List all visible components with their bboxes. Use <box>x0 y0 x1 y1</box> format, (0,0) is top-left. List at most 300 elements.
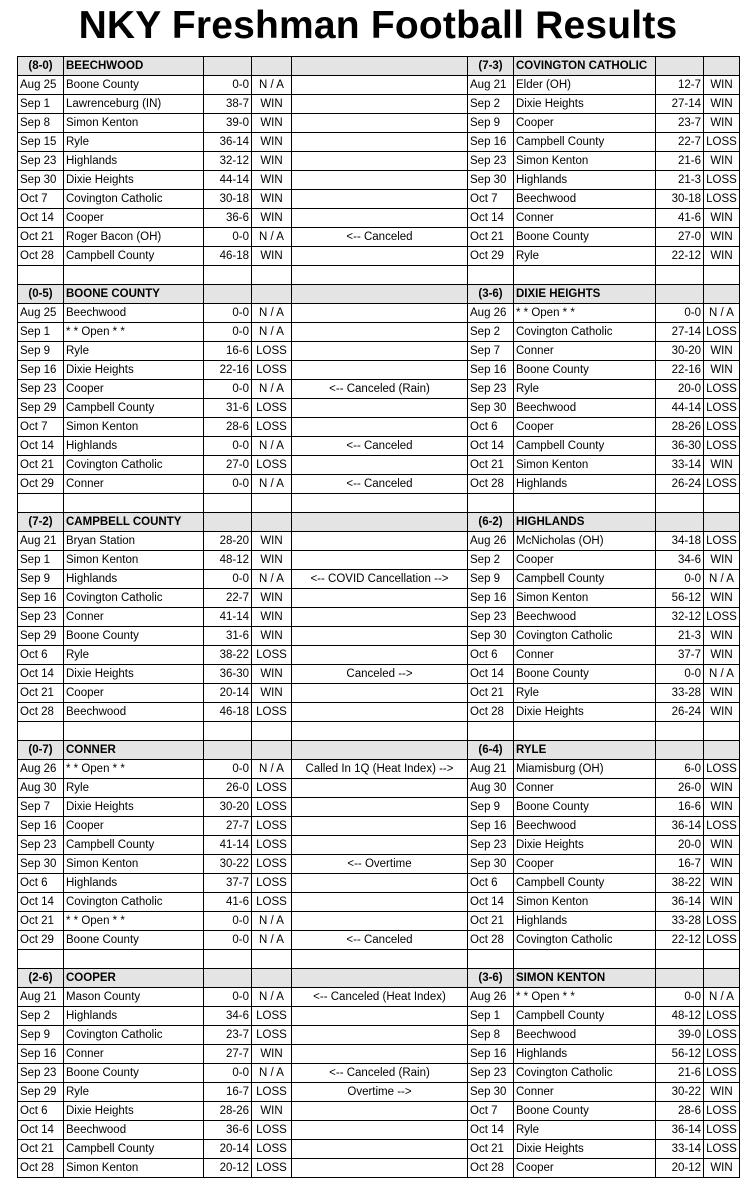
spacer-cell <box>514 494 656 513</box>
game-score: 0-0 <box>204 931 252 950</box>
game-score: 0-0 <box>656 570 704 589</box>
game-result: WIN <box>704 798 740 817</box>
header-blank <box>204 969 252 988</box>
game-note <box>292 1121 468 1140</box>
spacer-cell <box>704 266 740 285</box>
game-score: 20-12 <box>656 1159 704 1178</box>
game-result: WIN <box>252 209 292 228</box>
team-name: BEECHWOOD <box>64 57 204 76</box>
game-opponent: Conner <box>64 1045 204 1064</box>
game-opponent: Covington Catholic <box>64 893 204 912</box>
spacer-cell <box>204 722 252 741</box>
game-note <box>292 418 468 437</box>
game-date: Oct 14 <box>468 893 514 912</box>
game-score: 27-14 <box>656 323 704 342</box>
game-score: 28-26 <box>656 418 704 437</box>
game-date: Aug 21 <box>18 532 64 551</box>
game-date: Aug 30 <box>468 779 514 798</box>
game-opponent: Conner <box>514 342 656 361</box>
game-score: 21-3 <box>656 627 704 646</box>
game-result: WIN <box>704 684 740 703</box>
game-row <box>18 1083 740 1102</box>
game-result: N / A <box>252 931 292 950</box>
game-result: WIN <box>704 1083 740 1102</box>
game-result: LOSS <box>704 817 740 836</box>
game-result: WIN <box>252 152 292 171</box>
team-record: (0-5) <box>18 285 64 304</box>
game-row <box>18 152 740 171</box>
team-record: (8-0) <box>18 57 64 76</box>
results-table <box>17 56 740 1178</box>
game-row <box>18 399 740 418</box>
game-score: 26-24 <box>656 475 704 494</box>
game-row <box>18 570 740 589</box>
game-score: 20-0 <box>656 836 704 855</box>
game-result: LOSS <box>252 1026 292 1045</box>
game-score: 22-7 <box>204 589 252 608</box>
spacer-cell <box>18 950 64 969</box>
game-row <box>18 1140 740 1159</box>
game-date: Aug 21 <box>468 76 514 95</box>
game-date: Sep 30 <box>468 855 514 874</box>
game-score: 30-20 <box>656 342 704 361</box>
game-date: Sep 7 <box>18 798 64 817</box>
game-score: 20-14 <box>204 684 252 703</box>
game-note <box>292 1140 468 1159</box>
game-opponent: Ryle <box>514 380 656 399</box>
game-note: Called In 1Q (Heat Index) --> <box>292 760 468 779</box>
game-opponent: Conner <box>514 1083 656 1102</box>
game-result: N / A <box>252 912 292 931</box>
results-body <box>18 57 740 1178</box>
game-opponent: Boone County <box>514 798 656 817</box>
game-date: Aug 26 <box>468 532 514 551</box>
header-blank <box>704 513 740 532</box>
game-result: WIN <box>704 152 740 171</box>
game-result: WIN <box>704 589 740 608</box>
game-opponent: Dixie Heights <box>64 171 204 190</box>
game-note <box>292 779 468 798</box>
game-note <box>292 1026 468 1045</box>
game-opponent: Highlands <box>514 475 656 494</box>
game-row <box>18 779 740 798</box>
game-note: <-- Canceled <box>292 228 468 247</box>
game-row <box>18 171 740 190</box>
game-score: 37-7 <box>204 874 252 893</box>
game-row <box>18 1102 740 1121</box>
team-name: CONNER <box>64 741 204 760</box>
game-result: WIN <box>704 361 740 380</box>
team-name: BOONE COUNTY <box>64 285 204 304</box>
team-record: (6-4) <box>468 741 514 760</box>
spacer-cell <box>18 266 64 285</box>
game-result: LOSS <box>704 760 740 779</box>
game-result: LOSS <box>704 532 740 551</box>
team-record: (3-6) <box>468 285 514 304</box>
game-score: 30-18 <box>656 190 704 209</box>
game-result: N / A <box>704 304 740 323</box>
game-opponent: Highlands <box>64 874 204 893</box>
game-score: 30-22 <box>204 855 252 874</box>
game-date: Sep 16 <box>18 817 64 836</box>
game-opponent: Cooper <box>514 1159 656 1178</box>
game-date: Sep 8 <box>468 1026 514 1045</box>
game-opponent: Highlands <box>64 437 204 456</box>
game-date: Oct 7 <box>18 190 64 209</box>
game-score: 0-0 <box>204 475 252 494</box>
game-note: <-- COVID Cancellation --> <box>292 570 468 589</box>
game-score: 44-14 <box>204 171 252 190</box>
spacer-cell <box>292 950 468 969</box>
game-opponent: Cooper <box>514 418 656 437</box>
game-result: N / A <box>252 437 292 456</box>
game-score: 33-28 <box>656 684 704 703</box>
header-blank <box>252 969 292 988</box>
header-blank <box>656 513 704 532</box>
game-row <box>18 304 740 323</box>
game-score: 20-0 <box>656 380 704 399</box>
game-opponent: Ryle <box>514 684 656 703</box>
game-result: LOSS <box>252 361 292 380</box>
game-result: LOSS <box>252 1140 292 1159</box>
game-score: 0-0 <box>204 323 252 342</box>
game-date: Sep 16 <box>468 361 514 380</box>
game-score: 27-7 <box>204 817 252 836</box>
game-score: 27-7 <box>204 1045 252 1064</box>
team-name: DIXIE HEIGHTS <box>514 285 656 304</box>
spacer-cell <box>468 950 514 969</box>
spacer-row <box>18 722 740 741</box>
game-score: 22-16 <box>204 361 252 380</box>
spacer-cell <box>18 722 64 741</box>
game-date: Oct 14 <box>18 893 64 912</box>
game-date: Sep 30 <box>468 399 514 418</box>
game-score: 38-22 <box>204 646 252 665</box>
game-date: Sep 30 <box>468 171 514 190</box>
game-note <box>292 190 468 209</box>
game-result: WIN <box>704 551 740 570</box>
game-opponent: Campbell County <box>514 570 656 589</box>
game-date: Sep 23 <box>18 608 64 627</box>
game-row <box>18 798 740 817</box>
game-note <box>292 817 468 836</box>
game-row <box>18 437 740 456</box>
game-opponent: Simon Kenton <box>64 418 204 437</box>
game-note: <-- Canceled <box>292 931 468 950</box>
game-date: Oct 6 <box>468 418 514 437</box>
game-date: Oct 14 <box>18 665 64 684</box>
game-row <box>18 988 740 1007</box>
page-title: NKY Freshman Football Results <box>78 4 678 47</box>
spacer-cell <box>656 950 704 969</box>
game-opponent: Dixie Heights <box>514 95 656 114</box>
game-score: 21-6 <box>656 1064 704 1083</box>
game-opponent: Beechwood <box>64 304 204 323</box>
game-score: 28-6 <box>204 418 252 437</box>
game-result: LOSS <box>252 798 292 817</box>
game-opponent: Dixie Heights <box>64 1102 204 1121</box>
spacer-cell <box>204 266 252 285</box>
game-opponent: Cooper <box>64 380 204 399</box>
game-score: 21-3 <box>656 171 704 190</box>
game-score: 36-14 <box>656 1121 704 1140</box>
game-opponent: Dixie Heights <box>514 1140 656 1159</box>
game-result: WIN <box>704 627 740 646</box>
game-row <box>18 703 740 722</box>
game-score: 12-7 <box>656 76 704 95</box>
game-score: 46-18 <box>204 247 252 266</box>
game-opponent: Boone County <box>64 1064 204 1083</box>
game-date: Oct 6 <box>468 646 514 665</box>
game-opponent: Highlands <box>64 1007 204 1026</box>
game-result: WIN <box>704 114 740 133</box>
game-note <box>292 323 468 342</box>
game-note <box>292 1102 468 1121</box>
game-result: WIN <box>704 646 740 665</box>
team-record: (6-2) <box>468 513 514 532</box>
game-result: WIN <box>704 247 740 266</box>
game-row <box>18 228 740 247</box>
game-date: Sep 30 <box>468 1083 514 1102</box>
game-date: Sep 23 <box>18 152 64 171</box>
game-date: Oct 21 <box>18 684 64 703</box>
game-result: WIN <box>252 684 292 703</box>
game-opponent: Beechwood <box>514 399 656 418</box>
game-result: N / A <box>252 1064 292 1083</box>
game-score: 26-0 <box>656 779 704 798</box>
game-note: <-- Overtime <box>292 855 468 874</box>
game-score: 39-0 <box>656 1026 704 1045</box>
game-row <box>18 532 740 551</box>
game-result: LOSS <box>252 855 292 874</box>
game-opponent: Covington Catholic <box>64 1026 204 1045</box>
team-name: COVINGTON CATHOLIC <box>514 57 656 76</box>
game-score: 28-26 <box>204 1102 252 1121</box>
game-score: 27-0 <box>204 456 252 475</box>
game-score: 39-0 <box>204 114 252 133</box>
game-score: 56-12 <box>656 1045 704 1064</box>
game-row <box>18 342 740 361</box>
game-result: LOSS <box>704 931 740 950</box>
game-opponent: Simon Kenton <box>64 551 204 570</box>
game-opponent: Boone County <box>514 1102 656 1121</box>
spacer-row <box>18 266 740 285</box>
game-score: 36-14 <box>656 893 704 912</box>
game-score: 38-7 <box>204 95 252 114</box>
game-opponent: Boone County <box>514 361 656 380</box>
team-header-row <box>18 513 740 532</box>
team-header-row <box>18 741 740 760</box>
game-score: 48-12 <box>656 1007 704 1026</box>
game-date: Sep 16 <box>468 133 514 152</box>
game-date: Oct 14 <box>468 437 514 456</box>
game-date: Sep 23 <box>468 380 514 399</box>
game-score: 44-14 <box>656 399 704 418</box>
game-score: 0-0 <box>204 228 252 247</box>
game-opponent: Campbell County <box>514 874 656 893</box>
game-score: 0-0 <box>656 304 704 323</box>
game-opponent: Beechwood <box>64 703 204 722</box>
game-opponent: Conner <box>514 779 656 798</box>
game-date: Oct 21 <box>18 912 64 931</box>
game-row <box>18 456 740 475</box>
game-result: WIN <box>704 836 740 855</box>
game-note <box>292 247 468 266</box>
game-note <box>292 798 468 817</box>
spacer-cell <box>292 722 468 741</box>
game-date: Sep 30 <box>468 627 514 646</box>
game-row <box>18 1007 740 1026</box>
game-opponent: Campbell County <box>514 1007 656 1026</box>
team-header-row <box>18 57 740 76</box>
game-date: Oct 21 <box>18 456 64 475</box>
game-date: Oct 28 <box>18 247 64 266</box>
game-score: 30-20 <box>204 798 252 817</box>
game-date: Oct 21 <box>468 1140 514 1159</box>
game-result: N / A <box>252 323 292 342</box>
game-result: WIN <box>252 95 292 114</box>
game-opponent: * * Open * * <box>64 323 204 342</box>
game-score: 36-30 <box>204 665 252 684</box>
team-name: COOPER <box>64 969 204 988</box>
game-note <box>292 703 468 722</box>
game-score: 16-7 <box>204 1083 252 1102</box>
game-score: 0-0 <box>204 76 252 95</box>
game-opponent: Mason County <box>64 988 204 1007</box>
game-row <box>18 380 740 399</box>
game-opponent: Conner <box>514 209 656 228</box>
game-result: LOSS <box>704 1140 740 1159</box>
game-score: 36-14 <box>204 133 252 152</box>
team-record: (0-7) <box>18 741 64 760</box>
game-score: 31-6 <box>204 399 252 418</box>
game-result: LOSS <box>704 399 740 418</box>
game-note <box>292 95 468 114</box>
game-score: 56-12 <box>656 589 704 608</box>
game-date: Aug 30 <box>18 779 64 798</box>
game-result: WIN <box>252 171 292 190</box>
game-date: Sep 16 <box>18 589 64 608</box>
game-score: 38-22 <box>656 874 704 893</box>
game-score: 27-14 <box>656 95 704 114</box>
game-opponent: Ryle <box>64 342 204 361</box>
game-opponent: Ryle <box>64 779 204 798</box>
game-result: WIN <box>704 1159 740 1178</box>
game-opponent: Highlands <box>514 171 656 190</box>
game-opponent: Cooper <box>514 855 656 874</box>
game-date: Sep 16 <box>468 817 514 836</box>
spacer-cell <box>18 494 64 513</box>
game-opponent: Campbell County <box>514 133 656 152</box>
game-score: 16-6 <box>656 798 704 817</box>
game-row <box>18 209 740 228</box>
header-blank <box>292 969 468 988</box>
spacer-cell <box>468 266 514 285</box>
game-score: 41-14 <box>204 836 252 855</box>
game-opponent: Dixie Heights <box>514 703 656 722</box>
game-opponent: Cooper <box>514 551 656 570</box>
header-blank <box>204 285 252 304</box>
game-row <box>18 418 740 437</box>
game-date: Oct 28 <box>468 1159 514 1178</box>
game-result: WIN <box>252 133 292 152</box>
game-row <box>18 665 740 684</box>
game-result: LOSS <box>252 418 292 437</box>
header-blank <box>704 285 740 304</box>
game-note: <-- Canceled (Heat Index) <box>292 988 468 1007</box>
game-row <box>18 684 740 703</box>
header-blank <box>704 741 740 760</box>
game-score: 26-24 <box>656 703 704 722</box>
game-date: Sep 1 <box>468 1007 514 1026</box>
game-result: N / A <box>704 988 740 1007</box>
game-opponent: * * Open * * <box>64 760 204 779</box>
game-date: Oct 21 <box>468 456 514 475</box>
game-note <box>292 684 468 703</box>
game-score: 36-30 <box>656 437 704 456</box>
game-note <box>292 209 468 228</box>
game-date: Aug 26 <box>468 304 514 323</box>
game-opponent: Simon Kenton <box>514 152 656 171</box>
game-score: 0-0 <box>204 304 252 323</box>
game-result: N / A <box>252 475 292 494</box>
game-row <box>18 1045 740 1064</box>
game-opponent: * * Open * * <box>64 912 204 931</box>
game-opponent: Campbell County <box>514 437 656 456</box>
game-opponent: Campbell County <box>64 836 204 855</box>
game-score: 36-6 <box>204 209 252 228</box>
header-blank <box>704 57 740 76</box>
game-opponent: Beechwood <box>514 190 656 209</box>
game-score: 33-14 <box>656 456 704 475</box>
spacer-cell <box>704 950 740 969</box>
game-row <box>18 95 740 114</box>
game-result: WIN <box>252 114 292 133</box>
game-score: 0-0 <box>204 570 252 589</box>
game-result: LOSS <box>252 779 292 798</box>
game-date: Oct 14 <box>468 665 514 684</box>
header-blank <box>292 513 468 532</box>
game-opponent: Highlands <box>64 570 204 589</box>
game-score: 0-0 <box>656 665 704 684</box>
game-result: LOSS <box>252 893 292 912</box>
game-result: LOSS <box>252 1121 292 1140</box>
team-record: (7-2) <box>18 513 64 532</box>
game-result: WIN <box>252 608 292 627</box>
game-note <box>292 627 468 646</box>
game-date: Sep 9 <box>468 798 514 817</box>
game-note: <-- Canceled <box>292 437 468 456</box>
game-opponent: Dixie Heights <box>514 836 656 855</box>
game-opponent: Simon Kenton <box>64 1159 204 1178</box>
game-score: 36-14 <box>656 817 704 836</box>
game-result: WIN <box>704 855 740 874</box>
game-date: Oct 28 <box>468 931 514 950</box>
game-note <box>292 76 468 95</box>
game-score: 0-0 <box>204 380 252 399</box>
game-score: 0-0 <box>204 1064 252 1083</box>
spacer-cell <box>204 494 252 513</box>
game-date: Sep 23 <box>18 380 64 399</box>
game-date: Sep 23 <box>18 836 64 855</box>
game-row <box>18 627 740 646</box>
team-header-row <box>18 285 740 304</box>
game-date: Sep 15 <box>18 133 64 152</box>
game-score: 48-12 <box>204 551 252 570</box>
game-result: LOSS <box>704 418 740 437</box>
game-opponent: Lawrenceburg (IN) <box>64 95 204 114</box>
game-note <box>292 1007 468 1026</box>
